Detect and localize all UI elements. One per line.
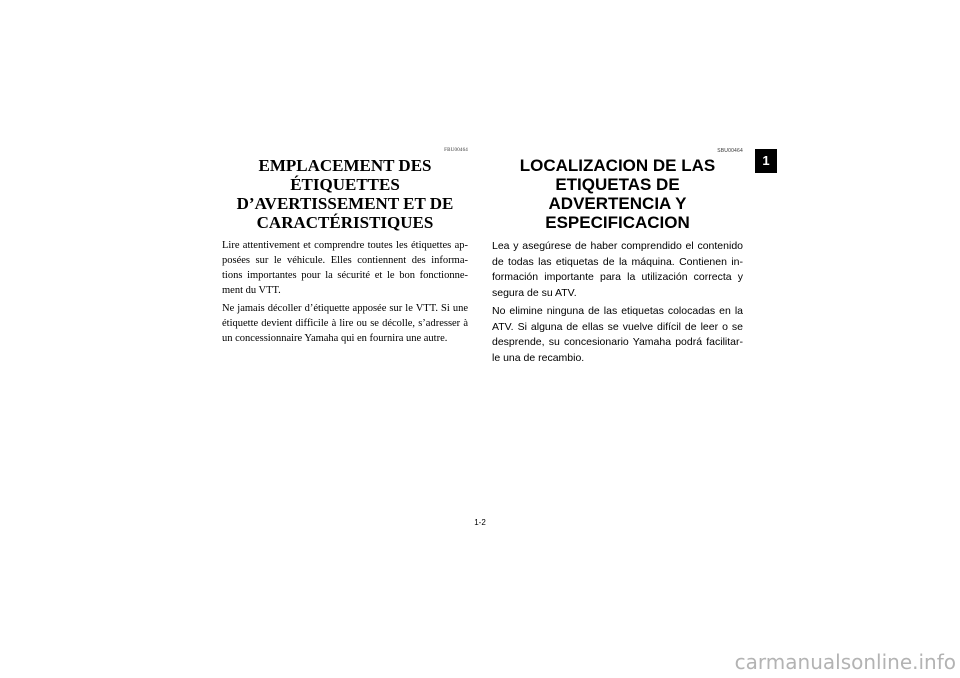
spanish-paragraph-read-labels: Lea y asegúrese de haber comprendido el contenido de todas las etiquetas de la máquina. Contienen in-formación importante para la utilización correcta y segura de su ATV. [492,240,743,299]
watermark: carmanualsonline.info [734,650,956,674]
french-paragraph-read-labels: Lire attentivement et comprendre toutes les étiquettes ap-posées sur le véhicule. Elles contiennent des informa-tions importantes pour la sécurité et le bon fonctionne-ment du VTT. [222,240,468,296]
french-heading-line: CARACTÉRISTIQUES [256,213,434,232]
chapter-tab: 1 [755,149,777,173]
spanish-heading [492,156,743,232]
spanish-heading-line: ESPECIFICACION [545,213,690,232]
spanish-column [492,148,743,369]
spanish-heading-line: ETIQUETAS DE ADVERTENCIA Y [548,175,687,213]
spanish-heading-line: LOCALIZACION DE LAS [519,156,716,175]
page-number: 1-2 [474,518,486,527]
french-column [222,148,468,349]
french-heading-line: ÉTIQUETTES [290,175,400,194]
french-heading-line: EMPLACEMENT DES [258,156,432,175]
french-heading-line: D’AVERTISSEMENT ET DE [236,194,454,213]
french-section-code: FBU00464 [444,148,468,153]
french-paragraph-do-not-remove: Ne jamais décoller d’étiquette apposée sur le VTT. Si une étiquette devient difficile à lire ou se décolle, s’adresser à un concessionnaire Yamaha qui en fournira une autre. [222,303,468,344]
spanish-section-code: SBU00464 [717,148,743,154]
french-heading [222,156,468,232]
spanish-paragraph-do-not-remove: No elimine ninguna de las etiquetas colocadas en la ATV. Si alguna de ellas se vuelve difícil de leer o se desprende, su concesionario Yamaha podrá facilitar-le una de recambio. [492,305,743,364]
